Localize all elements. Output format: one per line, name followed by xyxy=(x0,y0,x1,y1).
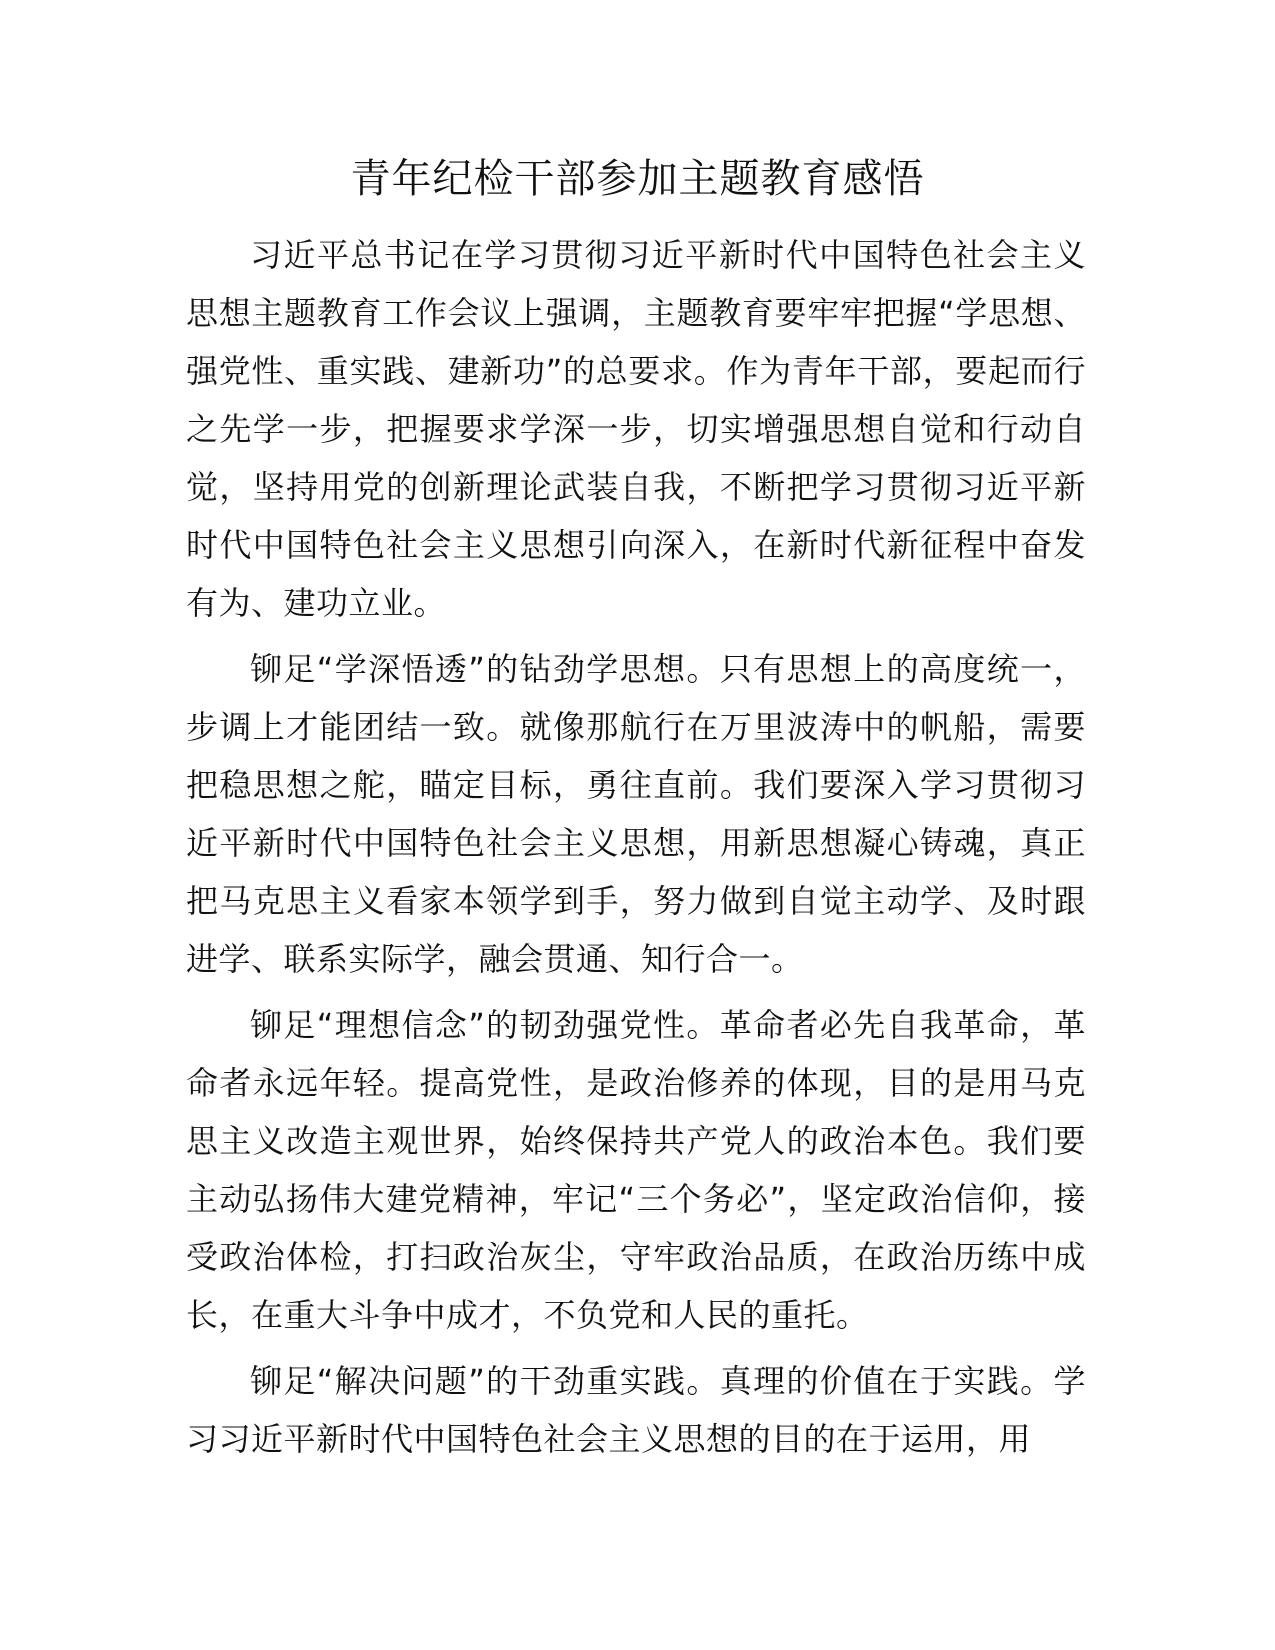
paragraph-2: 铆足“学深悟透”的钻劲学思想。只有思想上的高度统一，步调上才能团结一致。就像那航行在万里波涛中的帆船，需要把稳思想之舵，瞄定目标，勇往直前。我们要深入学习贯彻习近平新时代中国特色社会主义思想，用新思想凝心铸魂，真正把马克思主义看家本领学到手，努力做到自觉主动学、及时跟进学、联系实际学，融会贯通、知行合一。 xyxy=(186,650,1086,978)
document-body xyxy=(186,226,1086,1476)
paragraph-1: 习近平总书记在学习贯彻习近平新时代中国特色社会主义思想主题教育工作会议上强调，主题教育要牢牢把握“学思想、强党性、重实践、建新功”的总要求。作为青年干部，要起而行之先学一步，把握要求学深一步，切实增强思想自觉和行动自觉，坚持用党的创新理论武装自我，不断把学习贯彻习近平新时代中国特色社会主义思想引向深入，在新时代新征程中奋发有为、建功立业。 xyxy=(186,236,1086,622)
document-title: 青年纪检干部参加主题教育感悟 xyxy=(350,156,925,202)
paragraph-4: 铆足“解决问题”的干劲重实践。真理的价值在于实践。学习习近平新时代中国特色社会主义思想的目的在于运用，用 xyxy=(186,1362,1086,1458)
paragraph-3: 铆足“理想信念”的韧劲强党性。革命者必先自我革命，革命者永远年轻。提高党性，是政治修养的体现，目的是用马克思主义改造主观世界，始终保持共产党人的政治本色。我们要主动弘扬伟大建党精神，牢记“三个务必”，坚定政治信仰，接受政治体检，打扫政治灰尘，守牢政治品质，在政治历练中成长，在重大斗争中成才，不负党和人民的重托。 xyxy=(186,1006,1086,1334)
